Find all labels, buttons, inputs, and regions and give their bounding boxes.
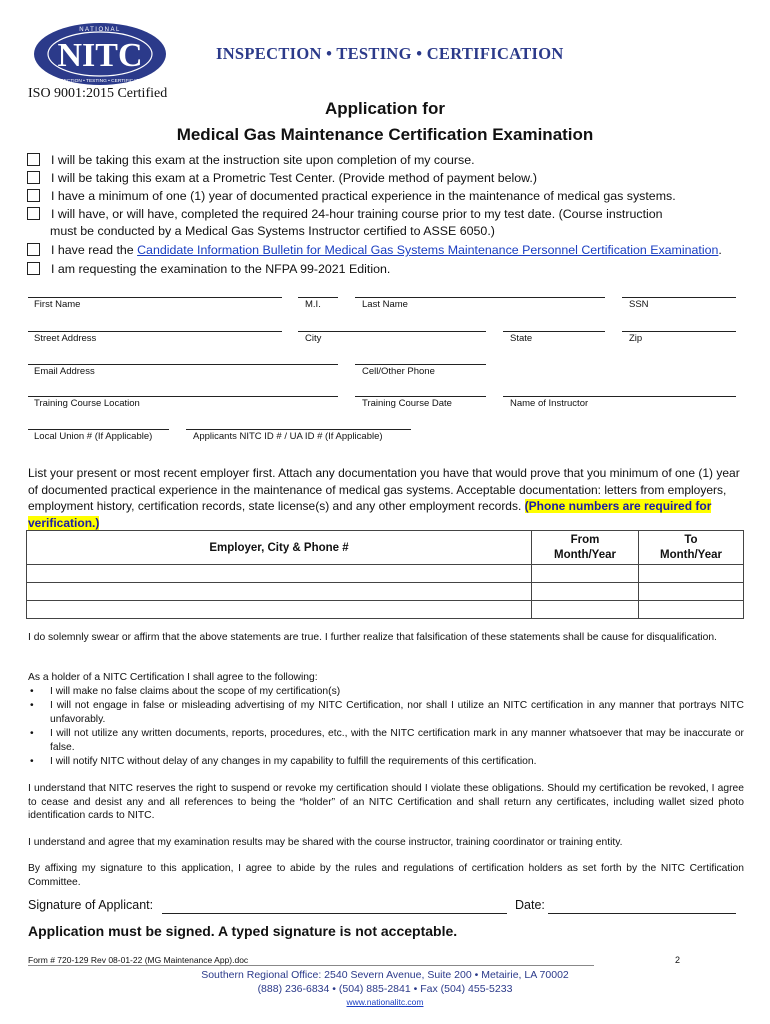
date-label: Date: [515, 898, 545, 912]
list-item: • I will not engage in false or misleading advertising of my NITC Certification, nor shall I utilize an NITC certification in any manner that portrays NITC unfavorably. [30, 700, 744, 725]
signature-agreement: By affixing my signature to this application, I agree to abide by the rules and regulations of certification holders as set forth by the NITC Certification Committee. [28, 863, 744, 888]
tagline: INSPECTION • TESTING • CERTIFICATION [216, 44, 564, 63]
email-field[interactable] [28, 364, 338, 365]
checklist-label: I will be taking this exam at a Prometric Test Center. (Provide method of payment below.) [51, 171, 537, 185]
nitc-logo [32, 22, 168, 86]
email-label: Email Address [34, 366, 95, 377]
svg-text:INSPECTION • TESTING • CERTIFI: INSPECTION • TESTING • CERTIFICATION [52, 79, 148, 84]
checklist-continuation: must be conducted by a Medical Gas Systems Instructor certified to ASSE 6050.) [50, 224, 495, 238]
zip-label: Zip [629, 333, 643, 344]
course-location-label: Training Course Location [34, 398, 140, 409]
checklist-item-experience [27, 188, 676, 204]
checklist-item-nfpa [27, 261, 390, 277]
list-item: • I will notify NITC without delay of any changes in my capability to fulfill the requirements of this certification. [30, 756, 537, 767]
employer-instructions: List your present or most recent employer first. Attach any documentation you have that would prove that you minimum of one (1) year of documented practical experience in the maintenance of medical gas systems. Acceptable documentation: letters from employers, employment history, certification records, state license(s) and any other employment records. (Phone numbers are required for verification.) [28, 466, 740, 530]
mi-label: M.I. [305, 299, 321, 310]
from-cell[interactable] [532, 565, 639, 583]
course-date-label: Training Course Date [362, 398, 452, 409]
nitc-id-label: Applicants NITC ID # / UA ID # (If Applicable) [193, 431, 383, 442]
checklist-label: I have a minimum of one (1) year of documented practical experience in the maintenance of medical gas systems. [51, 189, 676, 203]
nitc-id-field[interactable] [186, 429, 411, 430]
regional-office: Southern Regional Office: 2540 Severn Avenue, Suite 200 • Metairie, LA 70002 [201, 969, 569, 981]
instructor-label: Name of Instructor [510, 398, 589, 409]
first-name-label: First Name [34, 299, 81, 310]
local-union-label: Local Union # (If Applicable) [34, 431, 153, 442]
cell-phone-label: Cell/Other Phone [362, 366, 435, 377]
employer-column-header: Employer, City & Phone # [27, 531, 532, 565]
website-link[interactable]: www.nationalitc.com [346, 997, 424, 1007]
cell-phone-field[interactable] [355, 364, 486, 365]
table-row [27, 601, 744, 619]
checklist-label: I will be taking this exam at the instruction site upon completion of my course. [51, 153, 475, 167]
checklist-label: I have read the Candidate Information Bulletin for Medical Gas Systems Maintenance Personnel Certification Examination. [51, 243, 722, 257]
street-address-label: Street Address [34, 333, 97, 344]
from-cell[interactable] [532, 601, 639, 619]
course-date-field[interactable] [355, 396, 486, 397]
footer-rule [28, 965, 594, 966]
checkbox[interactable] [27, 243, 40, 256]
bulletin-link[interactable]: Candidate Information Bulletin for Medical Gas Systems Maintenance Personnel Certification Examination [137, 243, 719, 257]
checkbox[interactable] [27, 189, 40, 202]
checklist-item-instruction-site [27, 152, 475, 168]
to-column-header: To Month/Year [639, 531, 744, 565]
page-title-line2: Medical Gas Maintenance Certification Examination [176, 125, 594, 144]
employer-cell[interactable] [27, 565, 532, 583]
list-item: • I will not utilize any written documents, reports, procedures, etc., with the NITC certification mark in any manner whatsoever that may be inaccurate or false. [30, 728, 744, 753]
page-title-line1: Application for [325, 99, 445, 118]
to-cell[interactable] [639, 583, 744, 601]
employer-cell[interactable] [27, 601, 532, 619]
checklist-item-training [27, 206, 663, 222]
city-label: City [305, 333, 322, 344]
results-sharing-statement: I understand and agree that my examination results may be shared with the course instructor, training coordinator or training entity. [28, 837, 623, 848]
signature-label: Signature of Applicant: [28, 898, 154, 912]
table-header-row [27, 531, 744, 565]
last-name-field[interactable] [355, 297, 605, 298]
checklist-label: I am requesting the examination to the NFPA 99-2021 Edition. [51, 262, 391, 276]
zip-field[interactable] [622, 331, 736, 332]
table-row [27, 583, 744, 601]
to-cell[interactable] [639, 601, 744, 619]
from-cell[interactable] [532, 583, 639, 601]
list-item: • I will make no false claims about the scope of my certification(s) [30, 686, 341, 697]
first-name-field[interactable] [28, 297, 282, 298]
last-name-label: Last Name [362, 299, 408, 310]
instructor-field[interactable] [503, 396, 736, 397]
city-field[interactable] [298, 331, 486, 332]
employer-table [26, 530, 744, 619]
signature-requirement: Application must be signed. A typed signature is not acceptable. [28, 923, 458, 939]
employer-cell[interactable] [27, 583, 532, 601]
checkbox[interactable] [27, 171, 40, 184]
to-cell[interactable] [639, 565, 744, 583]
svg-text:NATIONAL: NATIONAL [79, 27, 121, 33]
date-field[interactable] [548, 913, 736, 914]
oath-statement: I do solemnly swear or affirm that the above statements are true. I further realize that falsification of these statements shall be cause for disqualification. [28, 632, 717, 643]
table-row [27, 565, 744, 583]
checkbox[interactable] [27, 153, 40, 166]
checklist-item-bulletin [27, 242, 722, 258]
ssn-field[interactable] [622, 297, 736, 298]
checklist-label: I will have, or will have, completed the required 24-hour training course prior to my test date. (Course instruction [51, 207, 663, 221]
signature-field[interactable] [162, 913, 507, 914]
mi-field[interactable] [298, 297, 338, 298]
street-address-field[interactable] [28, 331, 282, 332]
form-number: Form # 720-129 Rev 08-01-22 (MG Maintenance App).doc [28, 955, 249, 965]
ssn-label: SSN [629, 299, 649, 310]
revocation-statement: I understand that NITC reserves the right to suspend or revoke my certification should I violate these obligations. Should my certification be revoked, I agree to cease and desist any and all references to being the “holder” of an NITC Certification and shall return any certificates, including wallet sized photo identification cards to NITC. [28, 783, 744, 821]
state-label: State [510, 333, 533, 344]
checkbox[interactable] [27, 207, 40, 220]
from-column-header: From Month/Year [532, 531, 639, 565]
office-phones: (888) 236-6834 • (504) 885-2841 • Fax (504) 455-5233 [257, 983, 513, 995]
page-number: 2 [675, 955, 681, 965]
checklist-item-prometric [27, 170, 537, 186]
course-location-field[interactable] [28, 396, 338, 397]
svg-text:NITC: NITC [57, 37, 143, 74]
local-union-field[interactable] [28, 429, 169, 430]
agreement-intro: As a holder of a NITC Certification I shall agree to the following: [28, 672, 318, 683]
phone-required-note: (Phone numbers are required for verification.) [28, 499, 712, 530]
checkbox[interactable] [27, 262, 40, 275]
iso-certification: ISO 9001:2015 Certified [28, 86, 168, 101]
state-field[interactable] [503, 331, 605, 332]
